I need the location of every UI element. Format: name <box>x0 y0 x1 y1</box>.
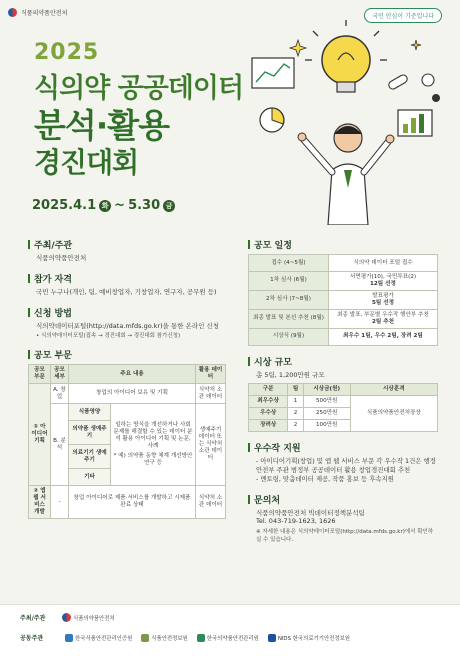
table-row <box>249 309 438 328</box>
list-item: - 아이디어기획(창업) 및 앱 웹 서비스 부문 각 우수작 1건은 행정안전부 주관 범정부 공공데이터 활용 창업경진대회 추천 <box>256 456 436 474</box>
footer-host-name: 식품의약품안전처 <box>73 615 115 622</box>
title-line-1: 식의약 공공데이터 <box>34 73 244 104</box>
apply-title: 신청 방법 <box>28 306 226 319</box>
table-cell: 최우수상 <box>249 395 288 407</box>
categories-section <box>28 348 226 519</box>
table-row <box>249 290 438 309</box>
table-cell: 2 <box>288 407 303 419</box>
footer-host-logo <box>62 613 115 622</box>
partner-logo <box>65 634 132 642</box>
period-end: 5.30 <box>128 198 161 213</box>
lightbulb-icon <box>305 20 387 92</box>
award-table <box>248 383 438 432</box>
categories-table <box>28 364 226 519</box>
schedule-desc-text: 발표평가 <box>372 292 394 299</box>
footer-partners-row <box>20 633 350 642</box>
prize-text: 총 5팀, 1,200만원 규모 <box>256 370 325 379</box>
table-header: 주요 내용 <box>69 365 196 384</box>
period-end-day: 금 <box>163 200 175 212</box>
event-period <box>32 198 175 213</box>
schedule-desc-text: 최종 발표, 부문별 우수작 행안부 추천 <box>337 311 429 318</box>
host-title: 주최/주관 <box>28 238 226 251</box>
table-cell: 의료기기 생예주기 <box>69 445 111 469</box>
footer-host-label: 주최/주관 <box>20 615 46 622</box>
schedule-stage: 시상식 (9월) <box>249 328 329 345</box>
table-cell: 250만원 <box>303 407 350 419</box>
table-cell: 식품의약품안전처장상 <box>350 395 437 431</box>
table-row <box>249 395 438 407</box>
table-cell: ② 앱 웹 서비스 개발 <box>29 486 51 519</box>
table-row <box>249 328 438 345</box>
table-header: 구분 <box>249 383 288 395</box>
apply-note: • 식의약데이터포털(접속 → 경진대회 → 경진대회 참가신청) <box>36 333 181 340</box>
partner-name: 한국의약품안전관리원 <box>206 635 259 642</box>
eligibility-title: 참가 자격 <box>28 272 226 285</box>
table-header-row <box>29 365 226 384</box>
table-cell: 500만원 <box>303 395 350 407</box>
table-row <box>29 404 226 421</box>
host-section <box>28 238 226 263</box>
partner-name: 식품안전정보원 <box>151 635 188 642</box>
apply-section <box>28 306 226 340</box>
schedule-desc-result: 5팀 선정 <box>371 299 395 306</box>
table-header: 공모 부문 <box>29 365 51 384</box>
pill-doodle-icon <box>387 74 440 102</box>
prize-title: 시상 규모 <box>248 355 438 368</box>
partner-name: NIDS 한국의료기기안전정보원 <box>277 635 351 642</box>
table-cell: ① 아이디어 기획 <box>29 384 51 486</box>
table-cell: - <box>51 486 69 519</box>
categories-title: 공모 부문 <box>28 348 226 361</box>
table-header: 공모 세부 <box>51 365 69 384</box>
partner-logo-icon <box>65 634 73 642</box>
presenter-illustration <box>238 20 453 225</box>
support-title: 우수작 지원 <box>248 441 438 454</box>
schedule-desc <box>329 272 438 291</box>
partner-logo-icon <box>268 634 276 642</box>
table-cell: 1 <box>288 395 303 407</box>
title-line-3: 경진대회 <box>34 146 139 179</box>
table-header: 시상금(원) <box>303 383 350 395</box>
schedule-desc-result: 12팀 선정 <box>370 280 396 287</box>
b-content: 일하는 방식을 개선하거나 사회문제를 해결할 수 있는 데이터 분석 활용 아이디어 기획 및 논문, 사례 <box>113 422 193 450</box>
table-header: 시상훈격 <box>350 383 437 395</box>
table-cell <box>111 404 196 486</box>
table-row <box>249 255 438 272</box>
partner-logo-icon <box>141 634 149 642</box>
table-header: 팀 <box>288 383 303 395</box>
mfds-logo-icon <box>62 613 71 622</box>
table-header: 활용 데이터 <box>196 365 226 384</box>
apply-text: 식의약데이터포털(http://data.mfds.go.kr)을 통한 온라인 신청 <box>36 321 220 330</box>
schedule-title: 공모 일정 <box>248 238 438 251</box>
period-start-day: 화 <box>99 200 111 212</box>
table-row <box>29 486 226 519</box>
table-cell: 식품영양 <box>69 404 111 421</box>
contact-title: 문의처 <box>248 493 438 506</box>
schedule-section <box>248 238 438 346</box>
table-cell: B. 분석 <box>51 404 69 486</box>
table-cell: 의약품 생예주기 <box>69 421 111 445</box>
schedule-stage: 최종 발표 및 본선 추천 (8월) <box>249 309 329 328</box>
table-cell: 식약처 소관 데이터 <box>196 384 226 404</box>
period-separator: ~ <box>114 198 126 213</box>
partner-logo <box>197 634 259 642</box>
mfds-logo-icon <box>8 8 17 17</box>
header-org-name: 식품의약품안전처 <box>21 10 68 17</box>
header-org <box>8 8 67 17</box>
table-cell: 창업의 아이디어 보유 및 기획 <box>69 384 196 404</box>
footer <box>0 604 460 656</box>
schedule-desc <box>329 290 438 309</box>
title-line-2: 분석·활용 <box>34 106 170 145</box>
pie-doodle-icon <box>260 108 284 132</box>
schedule-desc-result: 2팀 추천 <box>371 318 395 325</box>
contact-org: 식품의약품안전처 빅데이터정책분석팀 <box>256 508 365 517</box>
footer-host-row <box>20 613 115 622</box>
table-cell: 100만원 <box>303 419 350 431</box>
eligibility-text: 국민 누구나(개인, 팀, 예비창업자, 기창업자, 연구자, 공무원 등) <box>36 287 217 296</box>
schedule-table <box>248 254 438 346</box>
right-column <box>248 238 438 552</box>
partner-logo <box>141 634 187 642</box>
schedule-desc <box>329 328 438 345</box>
table-row <box>29 384 226 404</box>
schedule-stage: 1차 심사 (6월) <box>249 272 329 291</box>
schedule-desc-text: 식의약 데이터 포털 접수 <box>353 259 413 266</box>
schedule-desc-text: 서면평가(10), 국민투표(2) <box>349 274 417 280</box>
slogan-badge: 국민 안심이 기준입니다 <box>364 8 442 23</box>
table-cell: 창업 아이디어로 제품·서비스를 개발하고 시제품 완료 상태 <box>69 486 196 519</box>
table-row <box>249 272 438 291</box>
person-figure-icon <box>298 124 394 225</box>
schedule-stage: 2차 심사 (7~8월) <box>249 290 329 309</box>
schedule-desc <box>329 309 438 328</box>
table-cell: 우수상 <box>249 407 288 419</box>
contact-note: ※ 자세한 내용은 식의약데이터포털(http://data.mfds.go.kr)에서 확인하실 수 있습니다. <box>256 529 434 544</box>
table-cell: 식약처 소관 데이터 <box>196 486 226 519</box>
period-start: 2025.4.1 <box>32 198 97 213</box>
host-text: 식품의약품안전처 <box>36 254 87 262</box>
table-cell: 2 <box>288 419 303 431</box>
partner-logo <box>268 634 350 642</box>
partner-name: 한국식품안전관리인증원 <box>75 635 133 642</box>
left-column <box>28 238 226 528</box>
table-cell: 기타 <box>69 469 111 486</box>
support-section <box>248 441 438 484</box>
table-header-row <box>249 383 438 395</box>
eligibility-section <box>28 272 226 297</box>
schedule-desc-text: 최우수 1팀, 우수 2팀, 장려 2팀 <box>343 333 423 340</box>
list-item: - 멘토링, 맞춤데이터 제공, 작품 홍보 등 후속지원 <box>256 474 394 483</box>
contact-section <box>248 493 438 544</box>
b-example: * 예) 의약품 동향 체계 개선방안 연구 등 <box>113 453 193 467</box>
hero-banner <box>0 0 460 230</box>
table-cell: A. 창업 <box>51 384 69 404</box>
event-year: 2025 <box>34 40 100 65</box>
table-cell: 장려상 <box>249 419 288 431</box>
contact-tel: Tel. 043-719-1623, 1626 <box>256 517 336 526</box>
schedule-stage: 접수 (4~5월) <box>249 255 329 272</box>
prize-section <box>248 355 438 432</box>
table-cell: 생예주기 데이터 또는 식약처 소관 데이터 <box>196 404 226 486</box>
schedule-desc <box>329 255 438 272</box>
footer-partners-label: 공동주관 <box>20 635 44 642</box>
partner-logo-icon <box>197 634 205 642</box>
